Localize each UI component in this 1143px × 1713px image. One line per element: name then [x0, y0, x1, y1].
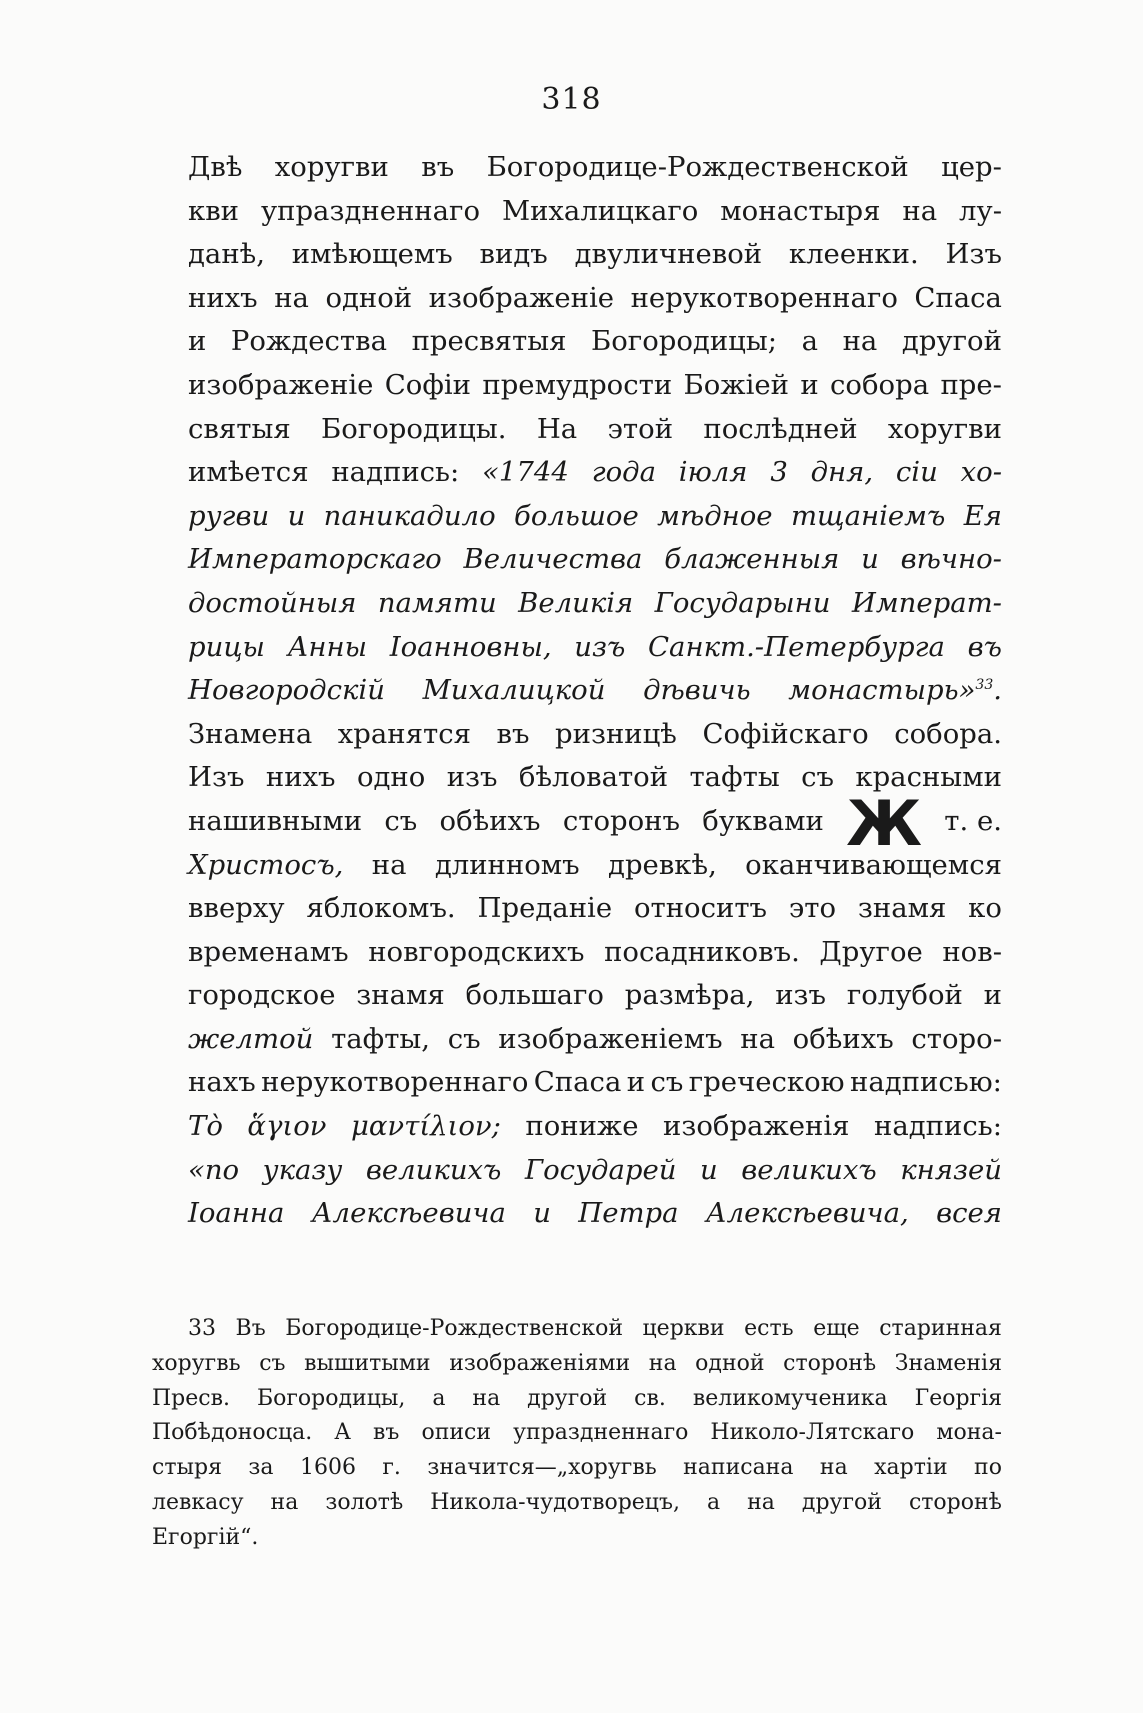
- word: Георгія: [914, 1385, 1002, 1411]
- word: хранятся: [337, 717, 471, 750]
- text-line: [188, 538, 1002, 582]
- word: Спаса: [914, 281, 1002, 314]
- word: обѣихъ: [792, 1022, 894, 1055]
- word: дня,: [810, 456, 874, 489]
- word: дѣвичь: [643, 674, 751, 707]
- word: надпись:: [874, 1110, 1002, 1143]
- word: «по: [188, 1153, 240, 1186]
- abbreviation: т. е.: [944, 804, 1002, 837]
- word: нихъ: [188, 281, 258, 314]
- word: на: [371, 848, 407, 881]
- word: нахъ: [188, 1066, 256, 1099]
- word: по: [974, 1455, 1002, 1481]
- word: изъ: [775, 979, 827, 1012]
- word: значится—„хоругвь: [427, 1455, 657, 1481]
- word: съ: [650, 1066, 684, 1099]
- word: на: [472, 1385, 501, 1411]
- word: большаго: [465, 979, 604, 1012]
- word: собора.: [894, 717, 1002, 750]
- word: упраздненнаго: [513, 1420, 689, 1446]
- word: золотѣ: [325, 1489, 404, 1515]
- word: яблокомъ.: [306, 892, 456, 925]
- word: Богородице-Рождественской: [486, 151, 909, 183]
- word: Изъ: [188, 761, 245, 794]
- word: Богородицы;: [591, 325, 778, 358]
- word: монастыря: [720, 194, 881, 227]
- word: знамя: [356, 979, 445, 1012]
- word: имѣется: [188, 456, 309, 489]
- word: одно: [356, 761, 426, 794]
- word: въ: [373, 1420, 400, 1446]
- word: нерукотвореннаго: [261, 1066, 529, 1099]
- word: буквами: [702, 804, 824, 837]
- text-line: [188, 669, 1002, 713]
- word: Императ-: [851, 586, 1002, 619]
- word: городское: [188, 979, 336, 1012]
- word: Богородицы,: [256, 1385, 406, 1411]
- word: Изъ: [945, 238, 1002, 271]
- word: памяти: [377, 586, 497, 619]
- word: имѣющемъ: [291, 238, 453, 271]
- word: нерукотвореннаго: [630, 281, 898, 314]
- word: желтой: [188, 1022, 314, 1055]
- christ-monogram-icon: Ж: [846, 786, 922, 860]
- word: надписью:: [850, 1066, 1002, 1099]
- word: Михалицкой: [422, 674, 606, 707]
- word: этой: [607, 412, 674, 445]
- footnote-reference: 33: [975, 676, 994, 693]
- word: всея: [936, 1197, 1002, 1230]
- word: Софіи: [384, 368, 472, 401]
- word: указу: [262, 1153, 343, 1186]
- word: а: [801, 325, 819, 358]
- word: цер-: [941, 151, 1002, 183]
- word: сторонъ: [562, 804, 680, 837]
- word: стыря: [152, 1455, 222, 1481]
- word: Рождества: [230, 325, 387, 358]
- text-line: [188, 626, 1002, 670]
- word: 3: [770, 456, 788, 489]
- word: бѣловатой: [518, 761, 669, 794]
- word: въ: [421, 151, 455, 183]
- word: кви: [188, 194, 239, 227]
- word: Побѣдоносца.: [152, 1420, 313, 1446]
- word: это: [788, 892, 837, 925]
- word: Двѣ: [188, 151, 243, 183]
- word: хоругвь: [152, 1350, 241, 1376]
- word: изображеніемъ: [498, 1022, 723, 1055]
- word: изображенія: [663, 1110, 850, 1143]
- word: Никола-чудотворецъ,: [430, 1489, 680, 1515]
- text-line: [188, 974, 1002, 1018]
- word: блаженныя: [664, 543, 840, 576]
- word: хо-: [960, 456, 1002, 489]
- word: одной: [325, 281, 413, 314]
- word: Петра: [578, 1197, 679, 1230]
- word: пресвятыя: [411, 325, 567, 358]
- word: другой: [527, 1385, 608, 1411]
- word: Анны: [287, 630, 368, 663]
- word: надпись:: [331, 456, 460, 489]
- word: мѣдное: [657, 499, 773, 532]
- word: сторонѣ: [908, 1489, 1002, 1515]
- word: за: [248, 1455, 274, 1481]
- word: новгородскихъ: [368, 935, 585, 968]
- word: относитъ: [633, 892, 768, 925]
- word: данѣ,: [188, 238, 265, 271]
- word: Іоанновны,: [389, 630, 552, 663]
- word: а: [706, 1489, 721, 1515]
- text-line: [188, 1149, 1002, 1193]
- word: 1606: [299, 1455, 356, 1481]
- word: Санкт.-Петербурга: [648, 630, 945, 663]
- word: посадниковъ.: [604, 935, 800, 968]
- word: и: [533, 1197, 551, 1230]
- text-line-monogram: [188, 786, 1002, 860]
- word: и: [626, 1066, 646, 1099]
- word: длинномъ: [434, 848, 580, 881]
- word: вверху: [188, 892, 285, 925]
- word: монастырь»$^{33}$.: [788, 674, 1002, 707]
- word: Алексѣевича: [311, 1197, 506, 1230]
- text-line: [188, 364, 1002, 408]
- word: знамя: [857, 892, 947, 925]
- footnote: [152, 1312, 1002, 1556]
- word: на: [902, 194, 938, 227]
- word: Божіей: [683, 368, 789, 401]
- word: изображеніе: [188, 368, 374, 401]
- word: написана: [683, 1455, 794, 1481]
- word: пониже: [525, 1110, 639, 1143]
- word: есть: [744, 1316, 794, 1341]
- word: хартіи: [874, 1455, 948, 1481]
- word: вышитыми: [304, 1350, 431, 1376]
- word: мона-: [936, 1420, 1002, 1446]
- word: ризницѣ: [555, 717, 677, 750]
- word: тафты,: [331, 1022, 431, 1055]
- footnote-line: [152, 1312, 1002, 1347]
- word: и: [699, 1153, 718, 1186]
- word: большое: [514, 499, 639, 532]
- word: видъ: [479, 238, 548, 271]
- word: μαντίλιον;: [350, 1110, 501, 1143]
- word: князей: [900, 1153, 1002, 1186]
- word: сіи: [895, 456, 938, 489]
- word: и: [188, 325, 207, 358]
- word: еще: [813, 1316, 860, 1341]
- word: на: [648, 1350, 677, 1376]
- word: тафты: [689, 761, 780, 794]
- page-number: 318: [541, 82, 602, 117]
- word: съ: [384, 804, 418, 837]
- word: А: [334, 1420, 351, 1446]
- text-line: [188, 887, 1002, 931]
- word: рицы: [188, 630, 265, 663]
- word: на: [747, 1489, 775, 1515]
- word: іюля: [678, 456, 748, 489]
- word: Пресв.: [152, 1385, 230, 1411]
- text-line: [188, 931, 1002, 975]
- main-text: [188, 146, 1002, 1236]
- text-line: [188, 1018, 1002, 1062]
- word: одной: [695, 1350, 765, 1376]
- word: на: [819, 1455, 848, 1481]
- word: въ: [967, 630, 1002, 663]
- word: Христосъ,: [188, 848, 344, 881]
- word: Другое: [819, 935, 923, 968]
- text-line: [188, 146, 1002, 190]
- word: св.: [634, 1385, 666, 1411]
- text-line: [188, 233, 1002, 277]
- word: обѣихъ: [439, 804, 541, 837]
- word: изъ: [574, 630, 626, 663]
- word: временамъ: [188, 935, 349, 968]
- word: двуличневой: [574, 238, 763, 271]
- word: Государыни: [654, 586, 831, 619]
- word: Великія: [518, 586, 634, 619]
- word: Алексѣевича,: [705, 1197, 909, 1230]
- word: на: [270, 1489, 299, 1515]
- footnote-line: [152, 1347, 1002, 1382]
- text-line: [188, 713, 1002, 757]
- word: клеенки.: [788, 238, 919, 271]
- word: Николо-Лятскаго: [710, 1420, 915, 1446]
- word: ругви: [188, 499, 270, 532]
- text-line: [188, 1061, 1002, 1105]
- word: Новгородскій: [188, 674, 385, 707]
- word: вѣчно-: [900, 543, 1002, 576]
- word: оканчивающемся: [745, 848, 1002, 881]
- word: хоругви: [887, 412, 1002, 445]
- text-line: [188, 190, 1002, 234]
- word: Егоргій“.: [152, 1524, 259, 1550]
- punctuation: .: [993, 674, 1002, 707]
- word: Спаса: [533, 1066, 622, 1099]
- word: на: [842, 325, 878, 358]
- word: описи: [421, 1420, 492, 1446]
- word: съ: [259, 1350, 286, 1376]
- word: года: [591, 456, 656, 489]
- word: нашивными: [188, 804, 363, 837]
- word: Императорскаго: [188, 543, 442, 576]
- word: другой: [801, 1489, 882, 1515]
- word: въ: [496, 717, 530, 750]
- text-line: [188, 582, 1002, 626]
- word: и: [800, 368, 819, 401]
- word: Іоанна: [188, 1197, 285, 1230]
- word: съ: [447, 1022, 481, 1055]
- word: старинная: [879, 1316, 1002, 1341]
- word: На: [536, 412, 578, 445]
- word: и: [983, 979, 1002, 1012]
- word: Τὸ: [188, 1110, 223, 1143]
- word: сторонѣ: [783, 1350, 877, 1376]
- word: нов-: [942, 935, 1002, 968]
- word: Въ: [235, 1316, 266, 1341]
- word: Ея: [963, 499, 1002, 532]
- word: и: [287, 499, 306, 532]
- word: святыя: [188, 412, 291, 445]
- word: церкви: [642, 1316, 725, 1341]
- word: Величества: [463, 543, 643, 576]
- word: лу-: [959, 194, 1002, 227]
- word: Преданіе: [477, 892, 613, 925]
- word: великомученика: [692, 1385, 888, 1411]
- text-line: [188, 277, 1002, 321]
- footnote-line: [152, 1416, 1002, 1451]
- word: упраздненнаго: [260, 194, 480, 227]
- word: Знаменія: [894, 1350, 1002, 1376]
- word: 33: [188, 1316, 216, 1341]
- word: изъ: [446, 761, 498, 794]
- word: Богородицы.: [321, 412, 507, 445]
- word: ко: [968, 892, 1002, 925]
- word: и: [861, 543, 879, 576]
- text-line: [188, 1105, 1002, 1149]
- word: премудрости: [482, 368, 673, 401]
- word: на: [274, 281, 309, 314]
- word: паникадило: [323, 499, 496, 532]
- word: нихъ: [265, 761, 336, 794]
- word: сторо-: [911, 1022, 1002, 1055]
- word: собора: [830, 368, 930, 401]
- word: Государей: [524, 1153, 677, 1186]
- footnote-line: [152, 1521, 1002, 1556]
- text-line: [188, 320, 1002, 364]
- word: тщаніемъ: [790, 499, 946, 532]
- footnote-line: [152, 1451, 1002, 1486]
- word: г.: [382, 1455, 401, 1481]
- word: древкѣ,: [608, 848, 717, 881]
- word: красными: [855, 761, 1002, 794]
- word: великихъ: [741, 1153, 877, 1186]
- word: размѣра,: [624, 979, 755, 1012]
- word: Михалицкаго: [501, 194, 699, 227]
- word: Богородице-Рождественской: [285, 1316, 623, 1341]
- word: на: [740, 1022, 775, 1055]
- text-line: [188, 495, 1002, 539]
- text-line: [188, 1192, 1002, 1236]
- word: послѣдней: [703, 412, 858, 445]
- word: а: [432, 1385, 446, 1411]
- word: хоругви: [274, 151, 389, 183]
- text-line: [188, 451, 1002, 495]
- word: пре-: [940, 368, 1002, 401]
- word: левкасу: [152, 1489, 244, 1515]
- word: ἅγιον: [247, 1110, 327, 1143]
- word: Знамена: [188, 717, 313, 750]
- text-line: [188, 408, 1002, 452]
- word: Софійскаго: [702, 717, 869, 750]
- word: голубой: [846, 979, 963, 1012]
- footnote-line: [152, 1486, 1002, 1521]
- word: достойныя: [188, 586, 357, 619]
- word: «1744: [482, 456, 569, 489]
- word: съ: [801, 761, 834, 794]
- word: великихъ: [365, 1153, 502, 1186]
- footnote-line: [152, 1382, 1002, 1417]
- word: другой: [901, 325, 1002, 358]
- word: изображеніями: [449, 1350, 631, 1376]
- word: греческою: [688, 1066, 845, 1099]
- word: изображеніе: [428, 281, 615, 314]
